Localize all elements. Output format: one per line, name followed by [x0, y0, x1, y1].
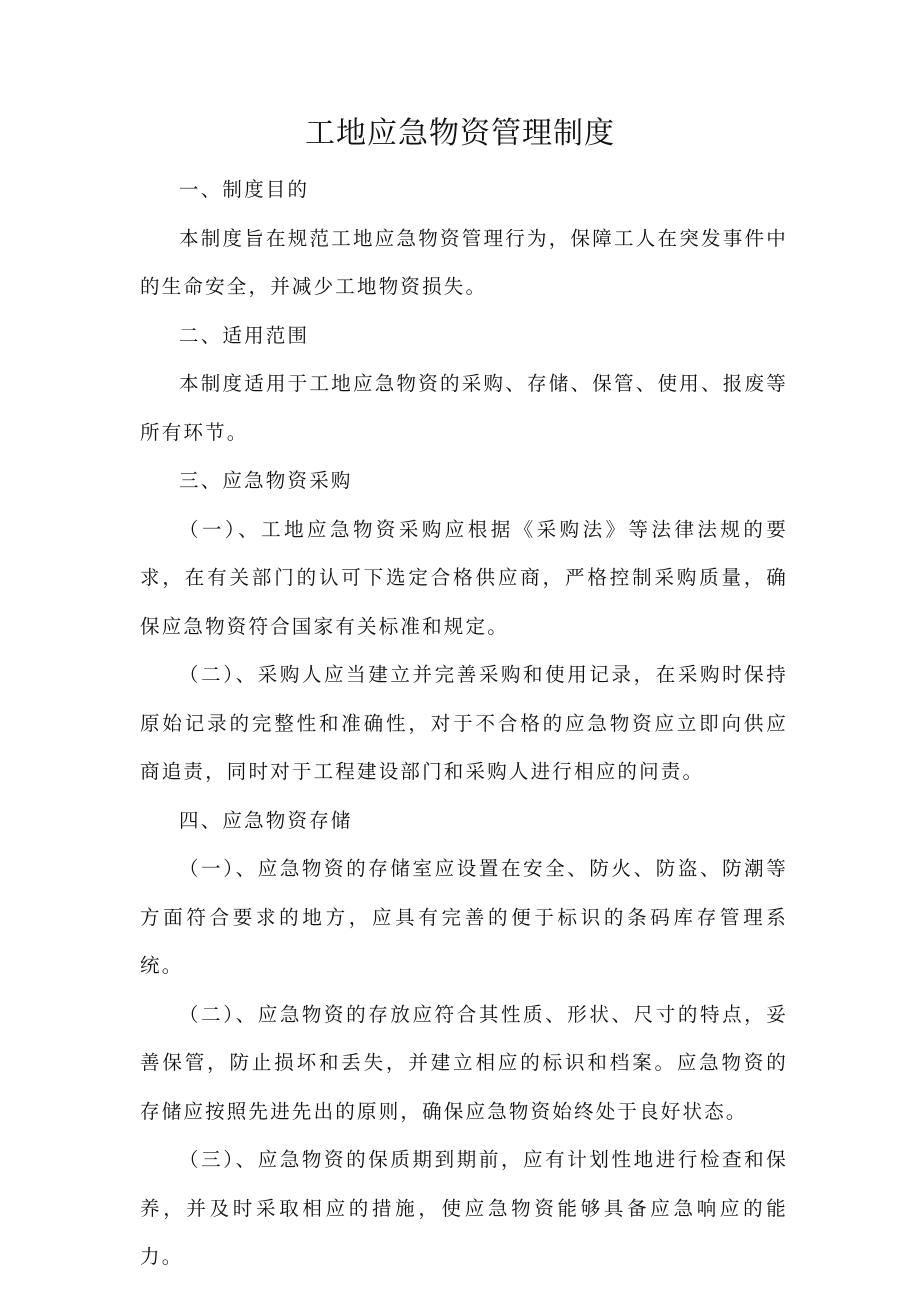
paragraph-scope: 本制度适用于工地应急物资的采购、存储、保管、使用、报废等所有环节。 — [140, 372, 788, 444]
section-heading-procurement: 三、应急物资采购 — [179, 469, 353, 492]
document-body — [140, 166, 788, 1282]
paragraph-purpose: 本制度旨在规范工地应急物资管理行为，保障工人在突发事件中的生命安全，并减少工地物资损失。 — [140, 226, 788, 298]
document-title: 工地应急物资管理制度 — [305, 116, 615, 151]
paragraph-storage-1: （一）、应急物资的存储室应设置在安全、防火、防盗、防潮等方面符合要求的地方，应具有完善的便于标识的条码库存管理系统。 — [140, 857, 788, 977]
paragraph-procurement-1: （一）、工地应急物资采购应根据《采购法》等法律法规的要求，在有关部门的认可下选定合格供应商，严格控制采购质量，确保应急物资符合国家有关标准和规定。 — [140, 517, 788, 638]
paragraph-procurement-2: （二）、采购人应当建立并完善采购和使用记录，在采购时保持原始记录的完整性和准确性，对于不合格的应急物资应立即向供应商追责，同时对于工程建设部门和采购人进行相应的问责。 — [140, 663, 788, 783]
section-heading-storage: 四、应急物资存储 — [179, 808, 353, 832]
section-heading-purpose: 一、制度目的 — [179, 178, 310, 201]
paragraph-storage-2: （二）、应急物资的存放应符合其性质、形状、尺寸的特点，妥善保管，防止损坏和丢失，并建立相应的标识和档案。应急物资的存储应按照先进先出的原则，确保应急物资始终处于良好状态。 — [140, 1002, 788, 1123]
paragraph-storage-3: （三）、应急物资的保质期到期前，应有计划性地进行检查和保养，并及时采取相应的措施，使应急物资能够具备应急响应的能力。 — [140, 1148, 788, 1268]
section-heading-scope: 二、适用范围 — [179, 323, 310, 347]
